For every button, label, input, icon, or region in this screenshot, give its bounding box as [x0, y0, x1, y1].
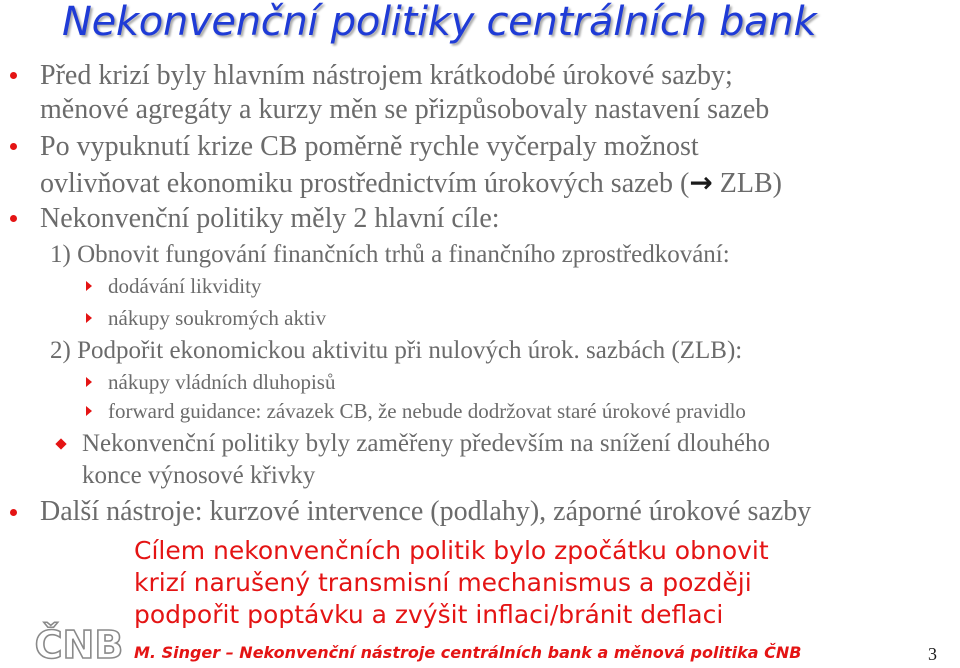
cnb-logo — [34, 618, 124, 664]
cnb-logo-text: ČNB — [34, 623, 124, 664]
goal-1: 1) Obnovit fungování finančních trhů a finančního zprostředkování: — [50, 241, 730, 268]
page-number: 3 — [928, 644, 937, 664]
bullet-1-line-1: Před krizí byly hlavním nástrojem krátkodobé úrokové sazby; — [40, 60, 733, 91]
bullet-2-line-2-text: ovlivňovat ekonomiku prostřednictvím úrokových sazeb ( — [40, 168, 690, 199]
footer-text: M. Singer – Nekonvenční nástroje centrálních bank a měnová politika ČNB — [134, 643, 802, 662]
callout-line-3: podpořit poptávku a zvýšit inflaci/bránit deflaci — [134, 600, 724, 629]
bullet-1-line-2: měnové agregáty a kurzy měn se přizpůsobovaly nastavení sazeb — [40, 94, 770, 125]
bullet-2-line-2-end: ZLB) — [712, 168, 782, 199]
slide-title: Nekonvenční politiky centrálních bank — [62, 0, 817, 45]
triangle-bullet-icon — [86, 281, 92, 291]
triangle-bullet-icon — [86, 313, 92, 323]
goal-2-item: forward guidance: závazek CB, že nebude dodržovat staré úrokové pravidlo — [108, 399, 746, 423]
goal-1-item: dodávání likvidity — [108, 274, 262, 298]
bullet-dot-icon — [10, 215, 17, 222]
callout-line-2: krizí narušený transmisní mechanismus a později — [134, 568, 752, 597]
goal-1-item: nákupy soukromých aktiv — [108, 306, 327, 330]
diamond-point-line-2: konce výnosové křivky — [82, 462, 316, 489]
bullet-dot-icon — [10, 509, 17, 516]
diamond-point-line-1: Nekonvenční politiky byly zaměřeny především na snížení dlouhého — [82, 430, 771, 457]
bullet-dot-icon — [10, 143, 17, 150]
triangle-bullet-icon — [86, 406, 92, 416]
goal-2-item: nákupy vládních dluhopisů — [108, 370, 336, 394]
bullet-4: Další nástroje: kurzové intervence (podlahy), záporné úrokové sazby — [40, 496, 812, 527]
bullet-3: Nekonvenční politiky měly 2 hlavní cíle: — [40, 203, 500, 234]
triangle-bullet-icon — [86, 377, 92, 387]
diamond-bullet-icon — [55, 438, 66, 449]
goal-2: 2) Podpořit ekonomickou aktivitu při nulových úrok. sazbách (ZLB): — [50, 337, 743, 364]
bullet-dot-icon — [10, 72, 17, 79]
bullet-2-line-1: Po vypuknutí krize CB poměrně rychle vyčerpaly možnost — [40, 131, 699, 162]
bullet-2-line-2 — [40, 166, 782, 201]
callout-line-1: Cílem nekonvenčních politik bylo zpočátku obnovit — [134, 536, 769, 565]
right-arrow-icon: → — [689, 166, 713, 199]
